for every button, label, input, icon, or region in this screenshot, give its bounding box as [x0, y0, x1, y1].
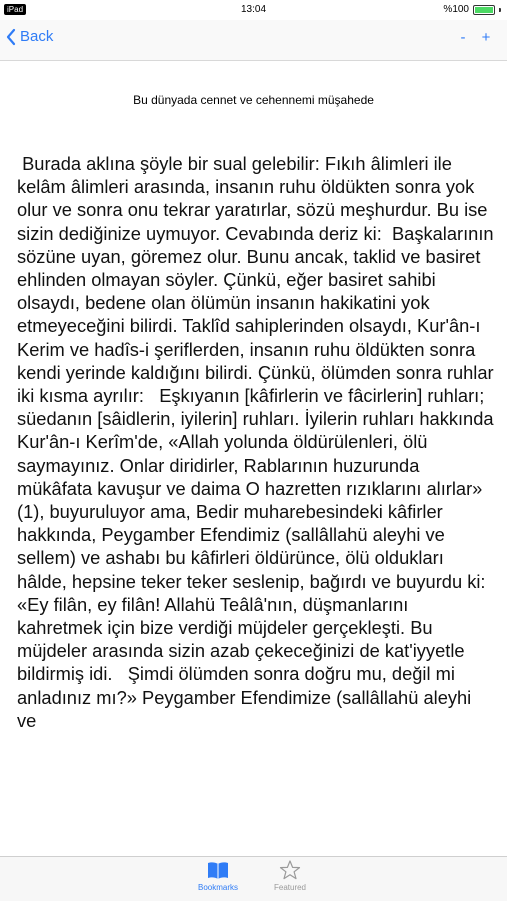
navigation-bar: [0, 20, 507, 61]
page-title: Bu dünyada cennet ve cehennemi müşahede: [133, 93, 374, 107]
tab-featured-label: Featured: [273, 883, 307, 892]
back-button[interactable]: [6, 28, 53, 45]
battery-tip: [499, 8, 501, 12]
tab-bookmarks-label: Bookmarks: [197, 883, 238, 892]
battery-fill: [475, 7, 493, 13]
zoom-out-button[interactable]: -: [460, 29, 466, 46]
tab-featured[interactable]: [260, 860, 320, 892]
star-icon: [279, 860, 301, 880]
tab-bar: [0, 856, 507, 901]
status-bar: [0, 0, 507, 20]
book-icon: [207, 860, 229, 880]
tab-bookmarks[interactable]: [188, 860, 248, 892]
article-text: Burada aklına şöyle bir sual gelebilir: Fıkıh âlimleri ile kelâm âlimleri arasında, insanın ruhu öldükten sonra yok olur ve sonra onu tekrar yaratırlar, sözü meşhurdur. Bu ise sizin dediğinize uymuyor. Cevabında deriz ki: Başkalarının sözüne uyan, göremez olur. Bunu ancak, taklid ve basiret ehlinden olmayan söyler. Çünkü, eğer basiret sahibi olsaydı, bedene olan ölümün insanın hakikatini yok etmeyeceğini bilirdi. Taklîd sahiplerinden olsaydı, Kur'ân-ı Kerim ve hadîs-i şeriflerden, insanın ruhu öldükten sonra kendi yerinde kaldığını bilirdi. Çünkü, ölümden sonra ruhlar iki kısma ayrılır: Eşkıyanın [kâfirlerin ve fâcirlerin] ruhları; süedanın [sâidlerin, iyilerin] ruhları. İyilerin ruhları hakkında Kur'ân-ı Kerîm'de, «Allah yolunda öldürülenleri, ölü saymayınız. Onlar diridirler, Rablarının huzurunda mükâfata kavuşur ve daima O hazretten rızıklarını alırlar» (1), buyuruluyor ama, Bedir muharebesindeki kâfirler hakkında, Peygamber Efendimiz (sallâllahü aleyhi ve sellem) ve ashabı bu kâfirleri öldürünce, ölü oldukları hâlde, hepsine teker teker seslenip, bağırdı ve buyurdu ki: «Ey filân, ey filân! Allahü Teâlâ'nın, düşmanlarını kahretmek için bize verdiği müjdeler gerçekleşti. Bu müjdeler arasında sizin azab çekeceğinizi de kat'iyyetle bildirmiş idi. Şimdi ölümden sonra doğru mu, değil mi anladınız mı?» Peygamber Efendimize (sallâllahü aleyhi ve: [17, 153, 499, 731]
battery-percent: %100: [443, 4, 469, 15]
article-body[interactable]: [17, 152, 499, 800]
chevron-left-icon: [6, 29, 16, 45]
device-label: iPad: [4, 4, 26, 15]
zoom-in-button[interactable]: +: [481, 29, 491, 46]
status-time: 13:04: [240, 4, 267, 15]
battery-icon: [473, 5, 495, 15]
back-label: Back: [20, 28, 54, 45]
status-right: [443, 4, 501, 15]
